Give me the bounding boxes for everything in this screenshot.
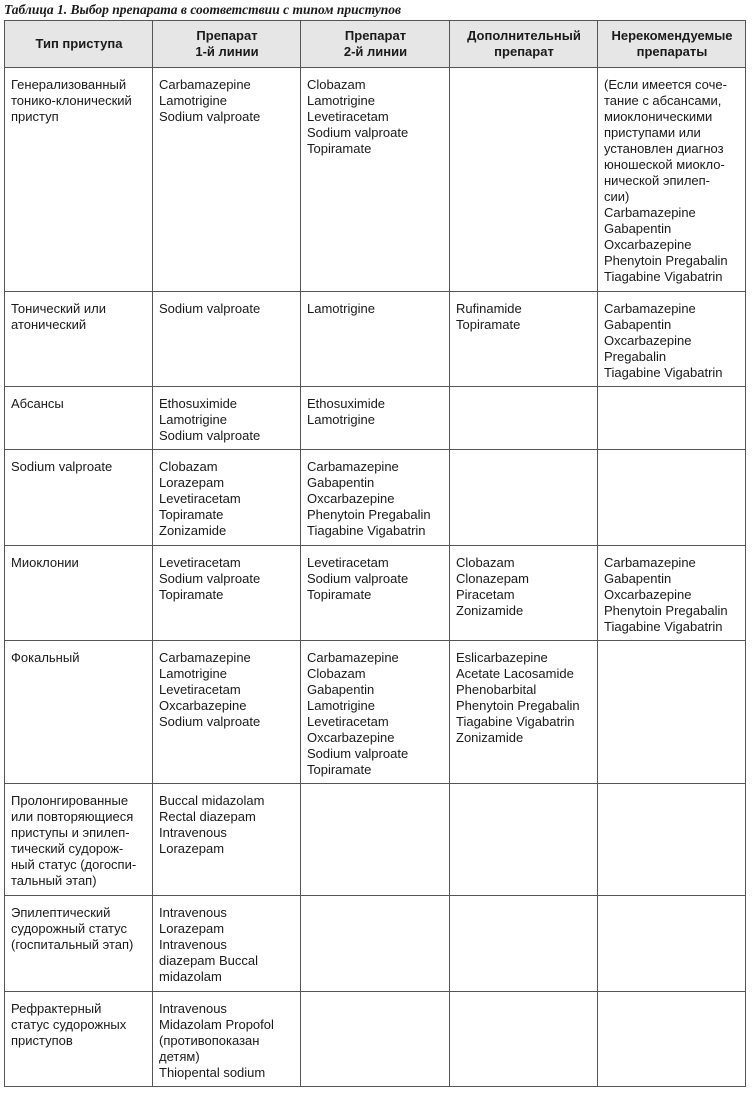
cell-not-recommended [598,896,746,992]
header-row [5,21,746,68]
cell-line: Intravenous [159,905,227,920]
cell-line: Levetiracetam [307,714,389,729]
cell-line: Lamotrigine [307,412,375,427]
cell-line: Sodium valproate [159,428,261,443]
cell-line: Carbamazepine [604,301,696,316]
cell-line: Rectal diazepam [159,809,256,824]
cell-line: (Если имеется соче- [604,77,727,92]
cell-first-line [153,387,301,450]
cell-line: Levetiracetam [159,555,241,570]
header-line: Нерекомендуемые [611,28,733,43]
cell-line: Миоклонии [11,555,79,570]
cell-line: атонический [11,317,87,332]
cell-line: midazolam [159,969,222,984]
cell-line: Levetiracetam [307,555,389,570]
cell-line: Zonizamide [159,523,227,538]
header-line: Препарат [196,28,258,43]
cell-line: нической эпилеп- [604,173,710,188]
cell-line: Tiagabine Vigabatrin [604,269,723,284]
cell-line: Lamotrigine [159,93,227,108]
cell-line: Thiopental sodium [159,1065,266,1080]
cell-line: Sodium valproate [307,125,409,140]
cell-line: Ethosuximide [307,396,386,411]
cell-line: Tiagabine Vigabatrin [604,365,723,380]
cell-second-line [301,292,450,387]
cell-line: Carbamazepine [604,555,696,570]
cell-line: судорожный статус [11,921,127,936]
cell-line: Lamotrigine [307,698,375,713]
cell-not-recommended [598,450,746,546]
cell-line: Oxcarbazepine [604,237,692,252]
cell-line: Ethosuximide [159,396,238,411]
cell-line: миоклоническими [604,109,713,124]
cell-first-line [153,896,301,992]
table-row [5,292,746,387]
cell-line: юношеской миокло- [604,157,725,172]
col-header-second-line [301,21,450,68]
cell-not-recommended [598,992,746,1087]
table-header [5,21,746,68]
header-line: Дополнительный [467,28,581,43]
cell-line: Рефрактерный [11,1001,102,1016]
cell-line: Lorazepam [159,841,225,856]
cell-second-line [301,784,450,896]
cell-line: приступов [11,1033,73,1048]
cell-line: Lorazepam [159,475,225,490]
cell-line: Levetiracetam [159,682,241,697]
cell-seizure-type [5,784,153,896]
cell-line: Phenytoin Pregabalin [604,253,728,268]
cell-not-recommended [598,387,746,450]
cell-first-line [153,546,301,641]
cell-line: diazepam Buccal [159,953,258,968]
cell-line: Gabapentin [604,571,672,586]
cell-line: Eslicarbazepine [456,650,548,665]
cell-additional [450,450,598,546]
cell-not-recommended [598,292,746,387]
cell-line: Lamotrigine [159,666,227,681]
cell-line: Sodium valproate [159,714,261,729]
cell-line: ный статус (догоспи- [11,857,137,872]
cell-line: Sodium valproate [159,301,261,316]
cell-line: Sodium valproate [307,746,409,761]
col-header-not-recommended [598,21,746,68]
cell-line: Tiagabine Vigabatrin [604,619,723,634]
cell-additional [450,784,598,896]
cell-line: Zonizamide [456,730,524,745]
cell-line: Intravenous [159,1001,227,1016]
cell-line: Sodium valproate [159,109,261,124]
cell-line: Clobazam [307,77,366,92]
cell-first-line [153,992,301,1087]
cell-not-recommended [598,784,746,896]
table-row [5,387,746,450]
cell-second-line [301,641,450,784]
cell-line: Tiagabine Vigabatrin [456,714,575,729]
cell-line: тонико-клонический [11,93,132,108]
cell-line: Sodium valproate [307,571,409,586]
cell-line: Абсансы [11,396,64,411]
cell-line: Phenobarbital [456,682,537,697]
table-row [5,784,746,896]
table-row [5,992,746,1087]
cell-first-line [153,450,301,546]
cell-second-line [301,546,450,641]
cell-line: Topiramate [159,587,224,602]
cell-first-line [153,641,301,784]
cell-line: приступ [11,109,59,124]
cell-line: Zonizamide [456,603,524,618]
cell-line: Gabapentin [307,682,375,697]
cell-line: Sodium valproate [159,571,261,586]
cell-line: приступами или [604,125,701,140]
cell-line: Intravenous [159,825,227,840]
header-line: препараты [636,44,708,59]
cell-line: приступы и эпилеп- [11,825,130,840]
cell-line: Carbamazepine [604,205,696,220]
cell-additional [450,896,598,992]
cell-line: сии) [604,189,630,204]
cell-line: Lamotrigine [307,93,375,108]
cell-line: Piracetam [456,587,515,602]
cell-additional [450,68,598,292]
cell-first-line [153,68,301,292]
table-body [5,68,746,1087]
cell-line: или повторяющиеся [11,809,134,824]
cell-line: установлен диагноз [604,141,724,156]
cell-line: (госпитальный этап) [11,937,134,952]
cell-seizure-type [5,896,153,992]
cell-first-line [153,784,301,896]
cell-second-line [301,450,450,546]
cell-line: тание с абсансами, [604,93,722,108]
cell-not-recommended [598,546,746,641]
header-line: Препарат [344,28,407,43]
cell-line: Topiramate [307,762,372,777]
header-line: препарат [494,44,554,59]
cell-line: Clonazepam [456,571,529,586]
cell-line: Sodium valproate [11,459,113,474]
cell-line: Oxcarbazepine [307,491,395,506]
cell-line: Gabapentin [604,221,672,236]
cell-line: Clobazam [159,459,218,474]
table-caption: Таблица 1. Выбор препарата в соответствии с типом приступов [4,2,402,17]
cell-line: Buccal midazolam [159,793,265,808]
cell-line: Levetiracetam [159,491,241,506]
cell-not-recommended [598,68,746,292]
cell-line: Lamotrigine [159,412,227,427]
cell-line: Carbamazepine [307,459,399,474]
cell-line: Phenytoin Pregabalin [456,698,580,713]
cell-line: детям) [159,1049,200,1064]
cell-line: Oxcarbazepine [307,730,395,745]
cell-line: тический судорож- [11,841,124,856]
cell-line: Gabapentin [604,317,672,332]
cell-second-line [301,896,450,992]
cell-second-line [301,992,450,1087]
cell-second-line [301,387,450,450]
cell-line: Clobazam [456,555,515,570]
col-header-seizure-type [5,21,153,68]
cell-additional [450,546,598,641]
cell-line: Lamotrigine [307,301,375,316]
table-row [5,450,746,546]
cell-line: тальный этап) [11,873,97,888]
drug-selection-table [4,20,746,1087]
cell-line: Phenytoin Pregabalin [307,507,431,522]
cell-seizure-type [5,292,153,387]
cell-seizure-type [5,68,153,292]
cell-line: Oxcarbazepine [159,698,247,713]
cell-line: Tiagabine Vigabatrin [307,523,426,538]
table-row [5,546,746,641]
cell-line: Acetate Lacosamide [456,666,574,681]
col-header-additional [450,21,598,68]
cell-line: Пролонгированные [11,793,129,808]
cell-line: Rufinamide [456,301,522,316]
cell-line: (противопоказан [159,1033,260,1048]
cell-line: Phenytoin Pregabalin [604,603,728,618]
cell-line: Carbamazepine [307,650,399,665]
cell-line: Levetiracetam [307,109,389,124]
cell-line: Clobazam [307,666,366,681]
cell-not-recommended [598,641,746,784]
cell-seizure-type [5,992,153,1087]
cell-line: Lorazepam [159,921,225,936]
header-line: Тип приступа [35,36,123,51]
cell-line: Carbamazepine [159,77,251,92]
cell-line: статус судорожных [11,1017,127,1032]
table-row [5,641,746,784]
cell-line: Midazolam Propofol [159,1017,274,1032]
cell-seizure-type [5,387,153,450]
cell-line: Эпилептический [11,905,111,920]
cell-line: Intravenous [159,937,227,952]
cell-line: Topiramate [307,587,372,602]
cell-first-line [153,292,301,387]
cell-additional [450,641,598,784]
cell-additional [450,292,598,387]
cell-seizure-type [5,641,153,784]
cell-line: Carbamazepine [159,650,251,665]
cell-additional [450,992,598,1087]
cell-seizure-type [5,546,153,641]
cell-seizure-type [5,450,153,546]
cell-line: Gabapentin [307,475,375,490]
cell-line: Pregabalin [604,349,667,364]
cell-line: Тонический или [11,301,107,316]
cell-additional [450,387,598,450]
table-row [5,68,746,292]
cell-line: Topiramate [307,141,372,156]
header-line: 1-й линии [195,44,259,59]
cell-line: Фокальный [11,650,80,665]
header-line: 2-й линии [343,44,408,59]
cell-line: Topiramate [159,507,224,522]
cell-line: Oxcarbazepine [604,587,692,602]
cell-line: Oxcarbazepine [604,333,692,348]
table-row [5,896,746,992]
cell-line: Topiramate [456,317,521,332]
cell-second-line [301,68,450,292]
cell-line: Генерализованный [11,77,127,92]
col-header-first-line [153,21,301,68]
